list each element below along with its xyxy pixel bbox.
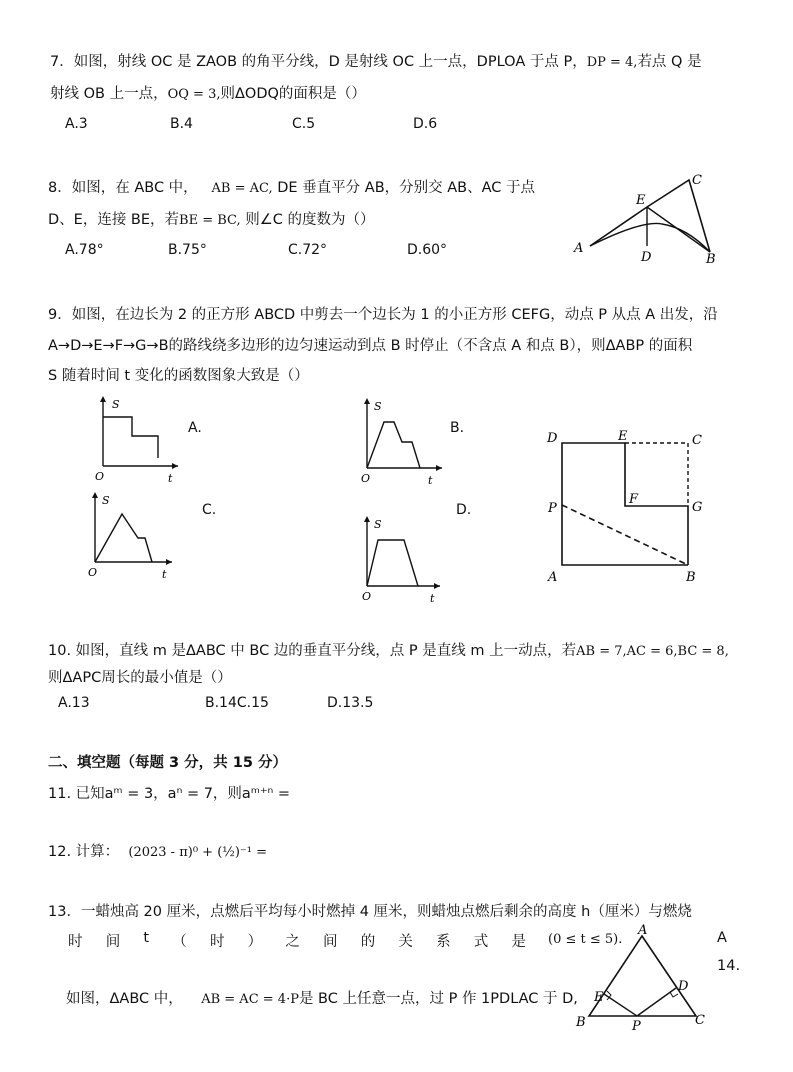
q9-label-p: P (548, 501, 557, 516)
q14-right-angle-d (670, 992, 678, 997)
q9-label-c: C (692, 433, 702, 448)
q9-graph-c (80, 488, 180, 583)
q9-square-figure (540, 426, 715, 586)
q8-line2-math: BE = BC, (179, 213, 241, 228)
graph-d-s-label: S (374, 518, 382, 531)
q8-line2-text: D、E，连接 BE，若 (48, 212, 180, 228)
q7-line2-text: 射线 OB 上一点， (50, 86, 168, 102)
q8-outline (590, 180, 710, 252)
q7-line1-math: DP = 4, (586, 55, 638, 70)
q13-char: 间 (323, 934, 338, 950)
q8-label-e: E (636, 193, 646, 208)
q7-option-a: A.3 (65, 116, 88, 132)
q9-option-c: C. (202, 502, 217, 518)
q12-line (48, 840, 267, 861)
q9-label-b: B (686, 570, 696, 585)
q9-line3: S 随着时间 t 变化的函数图象大致是（） (48, 368, 309, 384)
graph-b-s-label: S (374, 400, 382, 413)
q9-label-g: G (692, 500, 703, 515)
q14-label-b: B (576, 1015, 586, 1030)
q8-lower-curve (590, 223, 710, 252)
q13-char: 是 (511, 934, 526, 950)
q14-label-c: C (695, 1013, 705, 1028)
q9-label-f: F (629, 492, 639, 507)
q14-label-e: E (594, 990, 604, 1005)
q8-option-a: A.78° (65, 242, 104, 258)
q9-graph-d (352, 512, 452, 607)
q7-line2-tail: 则ΔODQ的面积是（） (220, 86, 366, 102)
graph-a-curve (103, 417, 158, 458)
q13-line2-spaced-chars (68, 930, 526, 951)
q8-label-a: A (574, 241, 584, 256)
q9-segment-pb (562, 505, 688, 565)
q13-char: 时 (68, 934, 83, 950)
q7-line1-tail: 若点 Q 是 (637, 54, 702, 70)
q12-expression: (2023 - π)⁰ + (½)⁻¹ = (128, 845, 268, 860)
q10-option-bc: B.14C.15 (205, 695, 269, 711)
q7-option-c: C.5 (292, 116, 316, 132)
graph-c-s-label: S (102, 494, 110, 507)
q8-segment-be (647, 207, 710, 252)
q13-line1: 13．一蜡烛高 20 厘米，点燃后平均每小时燃掉 4 厘米，则蜡烛点燃后剩余的高度 h（厘米）与燃烧 (48, 904, 692, 920)
q7-option-d: D.6 (413, 116, 438, 132)
q13-char: t (143, 930, 150, 946)
q13-char: （ (172, 934, 187, 950)
graph-c-x-arrow (166, 559, 172, 565)
q7-option-b: B.4 (170, 116, 193, 132)
graph-b-t-label: t (428, 474, 433, 487)
q10-line1 (48, 639, 729, 660)
q9-graph-b (352, 394, 452, 489)
q14-triangle-abc (589, 936, 696, 1016)
q10-option-d: D.13.5 (327, 695, 374, 711)
q8-option-b: B.75° (168, 242, 207, 258)
section-2-title: 二、填空题（每题 3 分，共 15 分） (48, 755, 287, 771)
q13-char: 间 (105, 934, 121, 950)
graph-c-o-label: O (88, 566, 98, 579)
graph-d-curve (367, 540, 418, 586)
q10-line2: 则ΔAPC周长的最小值是（） (48, 670, 232, 686)
q13-stray-a: A (717, 930, 727, 946)
q10-line1-math: AB = 7,AC = 6,BC = 8, (576, 644, 729, 659)
q8-line2 (48, 208, 375, 229)
graph-a-x-arrow (172, 463, 178, 469)
q14-label-p: P (632, 1019, 641, 1032)
q13-line2 (68, 930, 526, 951)
q7-line2-math: OQ = 3, (167, 87, 221, 102)
q13-range: (0 ≤ t ≤ 5). (548, 932, 623, 947)
q13-char: 系 (436, 934, 451, 950)
graph-b-o-label: O (361, 472, 371, 485)
q9-graph-a (88, 392, 188, 487)
graph-a-t-label: t (168, 472, 173, 485)
graph-a-y-arrow (100, 396, 106, 402)
graph-c-t-label: t (162, 568, 167, 581)
q9-label-e: E (618, 429, 628, 444)
q7-line2 (50, 82, 366, 103)
q9-polygon (562, 443, 688, 565)
graph-b-y-arrow (364, 398, 370, 404)
q9-option-d: D. (456, 502, 472, 518)
q8-line1 (48, 176, 535, 197)
q14-line1-math: AB = AC = 4·P (201, 992, 299, 1007)
q14-line1-tail: 是 BC 上任意一点，过 P 作 1PDLAC 于 D, (298, 991, 578, 1007)
graph-d-o-label: O (362, 590, 372, 603)
q9-line1: 9．如图，在边长为 2 的正方形 ABCD 中剪去一个边长为 1 的小正方形 CEFG，动点 P 从点 A 出发，沿 (48, 307, 718, 323)
q8-line1-text: 8．如图，在 ABC 中， (48, 180, 198, 196)
q7-line1-text: 7．如图，射线 OC 是 ZAOB 的角平分线，D 是射线 OC 上一点，DPLOA 于点 P， (50, 54, 587, 70)
q14-line1 (66, 987, 578, 1008)
q9-label-d: D (547, 431, 558, 446)
q9-line2: A→D→E→F→G→B的路线绕多边形的边匀速运动到点 B 时停止（不含点 A 和点 B），则ΔABP 的面积 (48, 338, 693, 354)
q8-option-d: D.60° (407, 242, 448, 258)
q8-option-c: C.72° (288, 242, 328, 258)
q14-triangle-figure (572, 924, 712, 1032)
q14-number: 14. (717, 958, 741, 974)
graph-d-y-arrow (364, 516, 370, 522)
q8-label-c: C (692, 173, 702, 188)
q9-label-a: A (548, 570, 558, 585)
q11-text: 11. 已知aᵐ = 3，aⁿ = 7，则aᵐ⁺ⁿ = (48, 786, 291, 802)
graph-d-x-arrow (434, 583, 440, 589)
q10-option-a: A.13 (58, 695, 90, 711)
q14-line1-text: 如图，ΔABC 中， (66, 991, 183, 1007)
q9-option-a: A. (188, 420, 202, 436)
graph-a-o-label: O (95, 470, 105, 483)
q13-char: 之 (285, 934, 300, 950)
q13-char: ） (247, 934, 263, 950)
q12-label: 12. 计算： (48, 844, 120, 860)
q13-char: 关 (398, 934, 413, 950)
q9-option-b: B. (450, 420, 465, 436)
q10-line1-text: 10. 如图，直线 m 是ΔABC 中 BC 边的垂直平分线，点 P 是直线 m 上一动点，若 (48, 643, 577, 659)
graph-a-s-label: S (112, 398, 120, 411)
graph-d-t-label: t (430, 592, 435, 605)
q8-label-d: D (641, 250, 652, 265)
q7-line1 (50, 50, 702, 71)
graph-b-curve (367, 422, 420, 468)
q14-label-d: D (678, 979, 689, 994)
graph-b-x-arrow (436, 465, 442, 471)
q13-char: 的 (360, 934, 376, 950)
q8-triangle-figure (572, 166, 732, 266)
graph-c-curve (95, 514, 152, 562)
q8-line2-tail: 则∠C 的度数为（） (245, 212, 375, 228)
q8-line1-tail: DE 垂直平分 AB，分别交 AB、AC 于点 (277, 180, 536, 196)
graph-c-y-arrow (92, 492, 98, 498)
q8-label-b: B (706, 252, 716, 266)
q13-char: 式 (473, 934, 489, 950)
q8-line1-math: AB = AC, (211, 181, 273, 196)
q14-label-a: A (638, 924, 648, 938)
q13-char: 时 (209, 934, 225, 950)
